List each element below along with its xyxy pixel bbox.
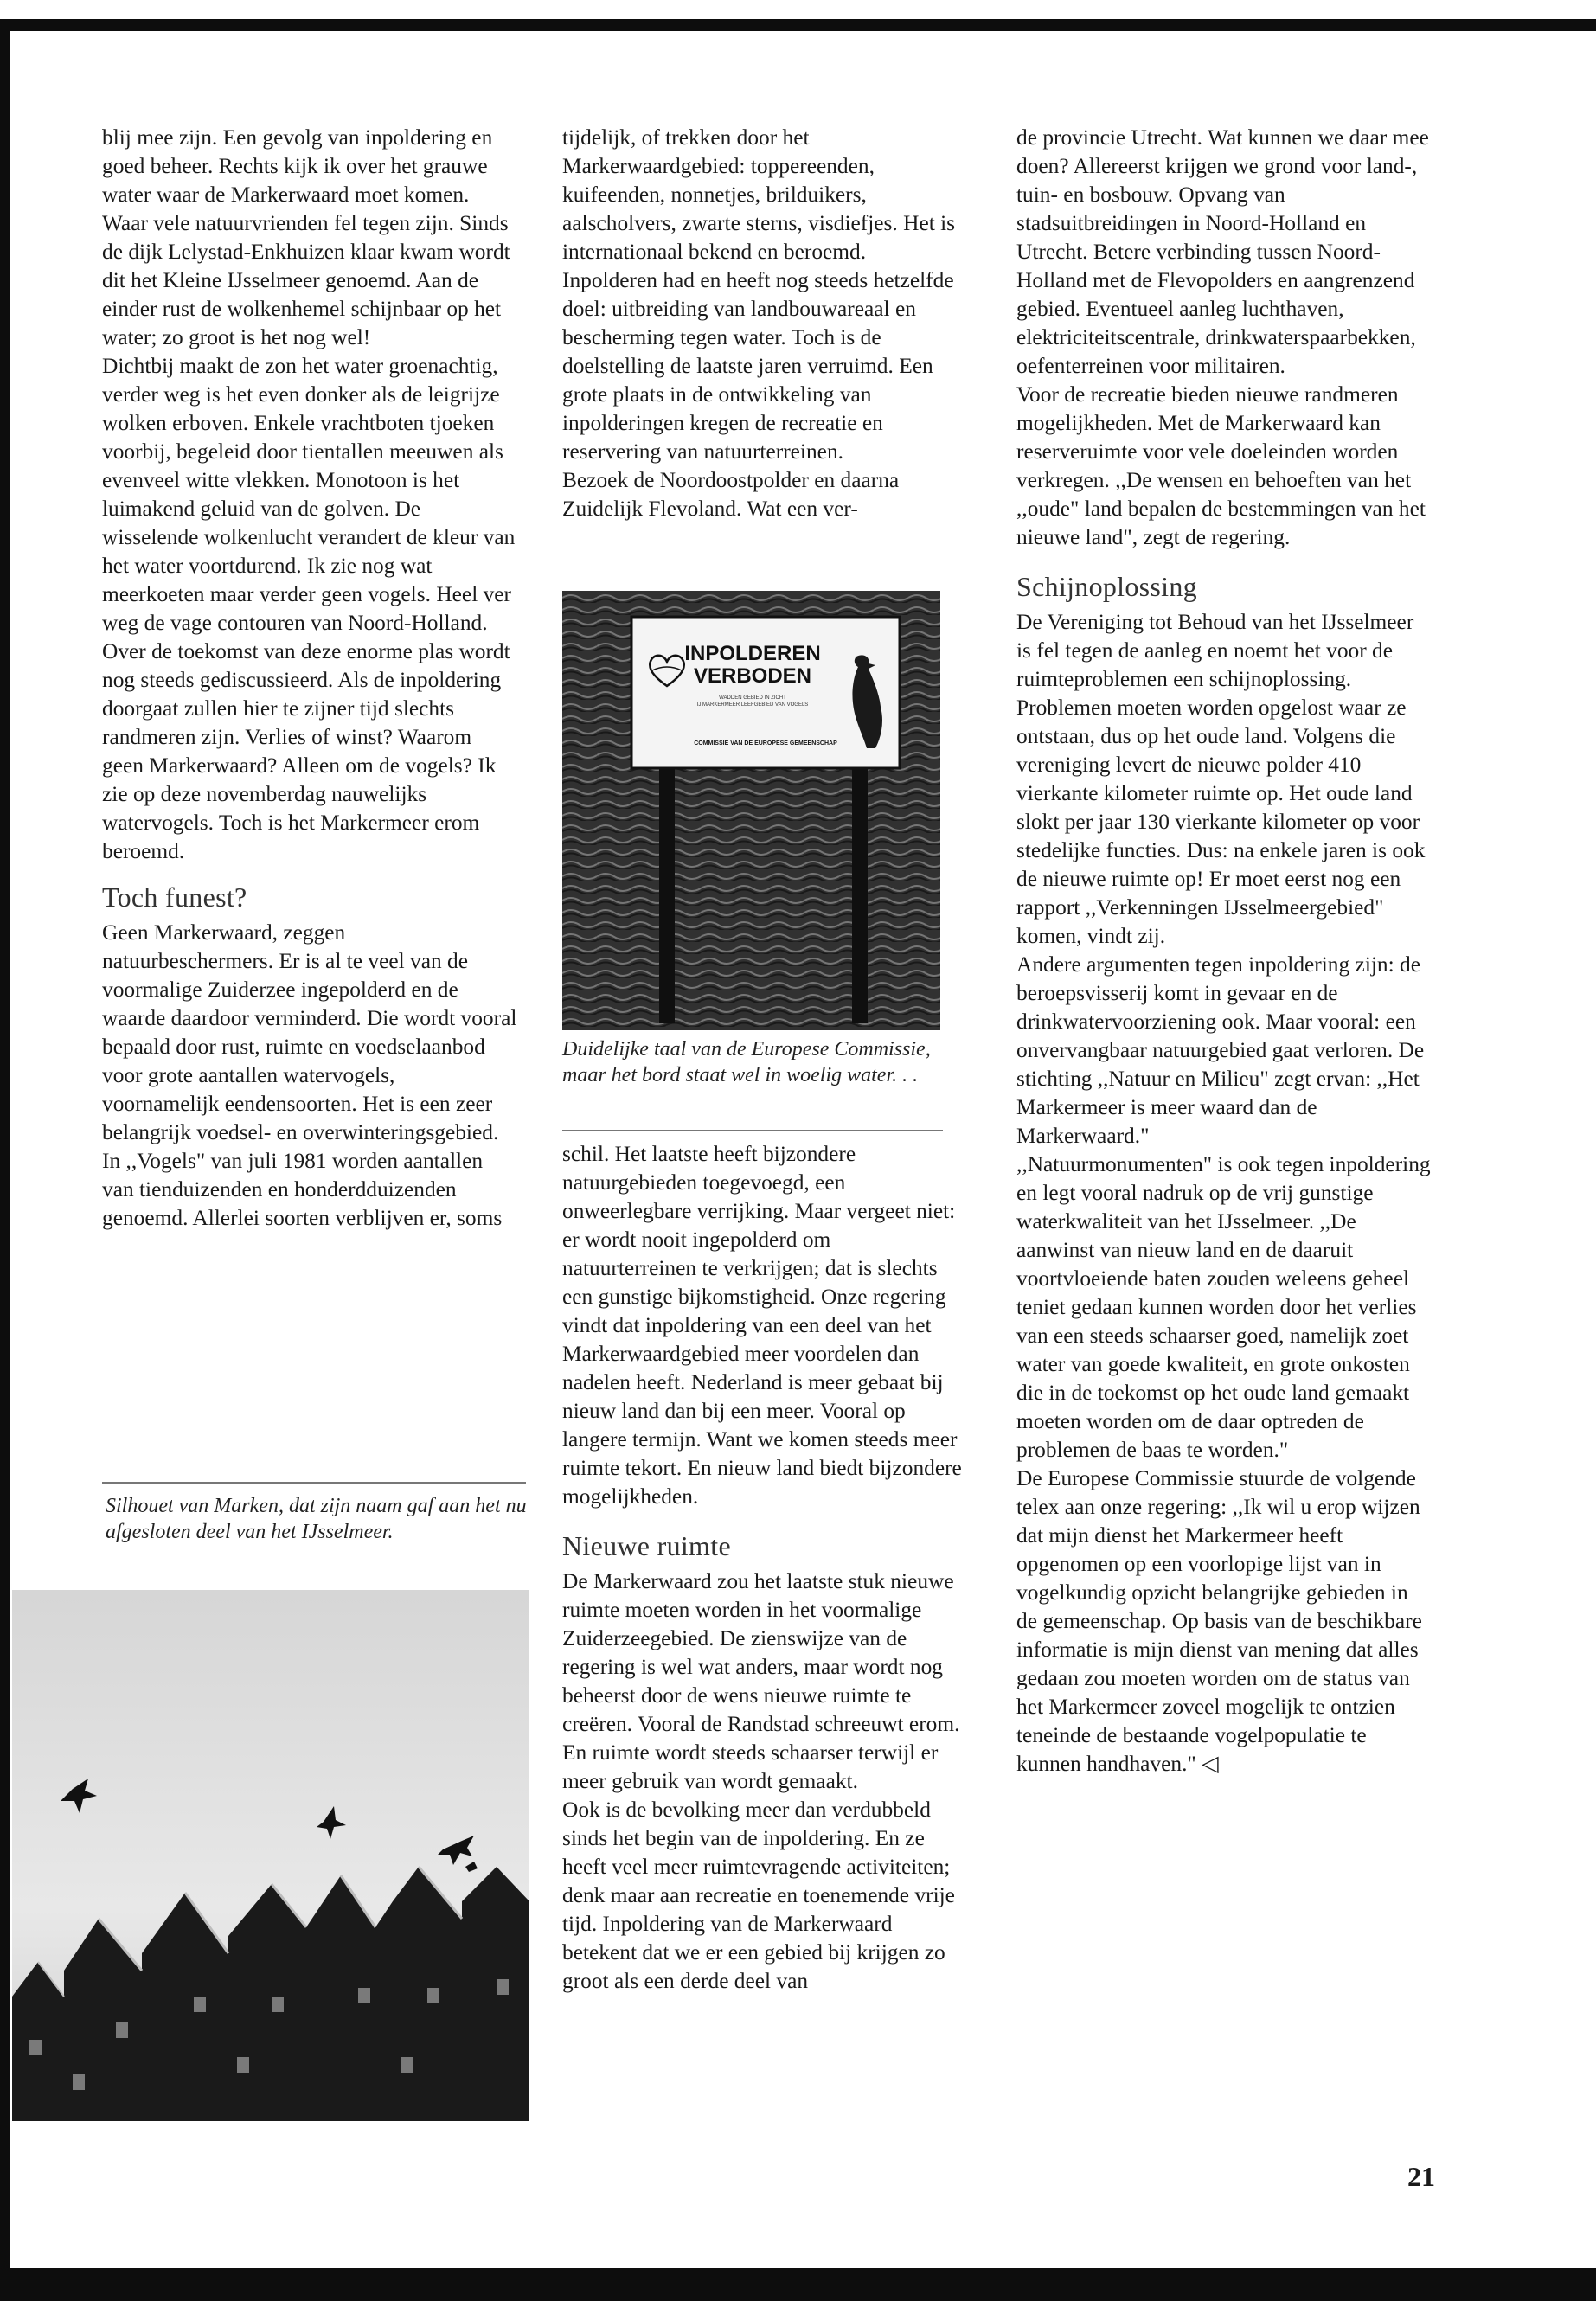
top-border-bar (0, 19, 1596, 31)
paragraph: Ook is de bevolking meer dan verdubbeld sinds het begin van de inpoldering. En ze heeft veel meer ruimtevragende activiteiten; denk maar aan recreatie en toenemende vrije tijd. Inpoldering van de Markerwaard betekent dat we er een gebied bij krijgen zo groot als een derde deel van (562, 1798, 955, 1993)
page-number: 21 (1407, 2161, 1435, 2192)
section-heading-schijnoplossing: Schijnoplossing (1016, 571, 1197, 602)
left-border-bar (0, 31, 10, 2268)
column-2-continued (562, 1140, 969, 1996)
top-edge (0, 0, 1596, 31)
sign-footer: COMMISSIE VAN DE EUROPESE GEMEENSCHAP (694, 740, 837, 747)
paragraph: Bezoek de Noordoostpolder en daarna Zuidelijk Flevoland. Wat een ver- (562, 468, 900, 521)
column-2 (562, 124, 969, 523)
section-heading-toch-funest: Toch funest? (102, 881, 247, 913)
paragraph: schil. Het laatste heeft bijzondere natuurgebieden toegevoegd, een onweerlegbare verrijking. Maar vergeet niet: er wordt nooit ingepolderd om natuurterreinen te verkrijgen; dat is slechts een gunstige bijkomstigheid. Onze regering vindt dat inpoldering van een deel van het Markerwaardgebied meer voordelen dan nadelen heeft. Nederland is meer gebaat bij nieuw land dan bij een meer. Vooral op langere termijn. Want we komen steeds meer ruimte tekort. En nieuw land biedt bijzondere mogelijkheden. (562, 1142, 962, 1509)
paragraph: De Markerwaard zou het laatste stuk nieuwe ruimte moeten worden in het voormalige Zuiderzeegebied. De zienswijze van de regering is wel wat anders, maar wordt nog beheerst door de wens nieuwe ruimte te creëren. Vooral de Randstad schreeuwt erom. En ruimte wordt steeds schaarser terwijl er meer gebruik van wordt gemaakt. (562, 1569, 960, 1793)
sign-heading (675, 643, 830, 688)
photo-caption-marken: Silhouet van Marken, dat zijn naam gaf aan het nu afgesloten deel van het IJsselmeer. (106, 1495, 527, 1543)
sign-small-line-1: WADDEN GEBIED IN ZICHT (719, 695, 786, 701)
paragraph: De Europese Commissie stuurde de volgende telex aan onze regering: ,,Ik wil u erop wijzen dat mijn dienst het Markermeer heeft opgenomen op een voorlopige lijst van in vogelkundig opzicht belangrijke gebieden in de gemeenschap. Op basis van de beschikbare informatie is mijn dienst van mening dat alles gedaan zou moeten worden om de status van het Markermeer zoveel mogelijk te ontzien teneinde de bestaande vogelpopulatie te kunnen handhaven." ◁ (1016, 1466, 1422, 1776)
photo-marken-silhouette (12, 1590, 529, 2121)
paragraph: Inpolderen had en heeft nog steeds hetzelfde doel: uitbreiding van landbouwareaal en bescherming tegen water. Toch is de doelstelling de laatste jaren verruimd. Een grote plaats in de ontwikkeling van inpolderingen kregen de recreatie en reservering van natuurterreinen. (562, 268, 954, 464)
paragraph: De Vereniging tot Behoud van het IJsselmeer is fel tegen de aanleg en noemt het voor de ruimteproblemen een schijnoplossing. Problemen moeten worden opgelost waar ze ontstaan, dus op het oude land. Volgens die vereniging levert de nieuwe polder 410 vierkante kilometer ruimte op. Het oude land slokt per jaar 130 vierkante kilometer op voor stedelijke functies. Dus: na enkele jaren is ook de nieuwe ruimte op! Er moet eerst nog een rapport ,,Verkenningen IJsselmeergebied" komen, vindt zij. (1016, 610, 1426, 948)
paragraph: ,,Natuurmonumenten" is ook tegen inpoldering en legt vooral nadruk op de vrij gunstige waterkwaliteit van het IJsselmeer. ,,De aanwinst van nieuw land en de daaruit voortvloeiende baten zouden weleens geheel teniet gedaan kunnen worden door het verlies van een steeds schaarser goed, namelijk zoet water van goede kwaliteit, en grote onkosten die in de toekomst op het oude land gemaakt moeten worden om de daar optreden de problemen de baas te worden." (1016, 1152, 1431, 1462)
paragraph: Dichtbij maakt de zon het water groenachtig, verder weg is het even donker als de leigrijze wolken erboven. Enkele vrachtboten tjoeken voorbij, begeleid door tientallen meeuwen als evenveel witte vlekken. Monotoon is het luimakend geluid van de golven. De wisselende wolkenlucht verandert de kleur van het water voortdurend. Ik zie nog wat meerkoeten maar verder geen vogels. Heel ver weg de vage contouren van Noord-Holland. (102, 354, 516, 635)
paragraph: Geen Markerwaard, zeggen natuurbeschermers. Er is al te veel van de voormalige Zuiderzee ingepolderd en de waarde daardoor verminderd. Die wordt vooral bepaald door rust, ruimte en voedselaanbod voor grote aantallen watervogels, voornamelijk eendensoorten. Het is een zeer belangrijk voedsel- en overwinteringsgebied. In ,,Vogels" van juli 1981 worden aantallen van tienduizenden en honderdduizenden genoemd. Allerlei soorten verblijven er, soms (102, 920, 517, 1230)
paragraph: Andere argumenten tegen inpoldering zijn: de beroepsvisserij komt in gevaar en de drinkwatervoorziening ook. Maar vooral: een onvervangbaar natuurgebied gaat verloren. De stichting ,,Natuur en Milieu" zegt ervan: ,,Het Markermeer is meer waard dan de Markerwaard." (1016, 952, 1425, 1148)
section-heading-nieuwe-ruimte: Nieuwe ruimte (562, 1530, 731, 1561)
heart-logo-icon (645, 651, 689, 689)
caption-rule (562, 1130, 943, 1131)
sign-line-1: INPOLDEREN (684, 642, 821, 665)
caption-rule (102, 1482, 526, 1484)
paragraph: de provincie Utrecht. Wat kunnen we daar mee doen? Allereerst krijgen we grond voor land-, tuin- en bosbouw. Opvang van stadsuitbreidingen in Noord-Holland en Utrecht. Betere verbinding tussen Noord-Holland met de Flevopolders en aangrenzend gebied. Eventueel aanleg luchthaven, elektriciteitscentrale, drinkwaterspaarbekken, oefenterreinen voor militairen. (1016, 125, 1429, 378)
bottom-border-bar (0, 2268, 1596, 2301)
column-1 (102, 124, 517, 1233)
photo-inpolderen-verboden-sign (562, 591, 940, 1030)
photo-caption-sign: Duidelijke taal van de Europese Commissie, maar het bord staat wel in woelig water. . . (562, 1038, 931, 1086)
sign-small-text (666, 695, 839, 708)
marken-silhouette-image (12, 1590, 529, 2121)
column-3 (1016, 124, 1432, 1779)
paragraph: blij mee zijn. Een gevolg van inpoldering en goed beheer. Rechts kijk ik over het grauwe water waar de Markerwaard moet komen. Waar vele natuurvrienden fel tegen zijn. Sinds de dijk Lelystad-Enkhuizen klaar kwam wordt dit het Kleine IJsselmeer genoemd. Aan de einder rust de wolkenhemel schijnbaar op het water; zo groot is het nog wel! (102, 125, 510, 349)
paragraph: Voor de recreatie bieden nieuwe randmeren mogelijkheden. Met de Markerwaard kan reserveruimte voor vele doeleinden worden verkregen. ,,De wensen en behoeften van het ,,oude" land bepalen de bestemmingen van het nieuwe land", zegt de regering. (1016, 382, 1426, 549)
paragraph: Over de toekomst van deze enorme plas wordt nog steeds gediscussieerd. Als de inpoldering doorgaat zullen hier te zijner tijd slechts randmeren zijn. Verlies of winst? Waarom geen Markerwaard? Alleen om de vogels? Ik zie op deze novemberdag nauwelijks watervogels. Toch is het Markermeer erom beroemd. (102, 639, 510, 863)
paragraph: tijdelijk, of trekken door het Markerwaardgebied: toppereenden, kuifeenden, nonnetjes, brilduikers, aalscholvers, zwarte sterns, visdiefjes. Het is internationaal bekend en beroemd. (562, 125, 956, 264)
cormorant-bird-icon (837, 651, 893, 751)
sign-line-2: VERBODEN (693, 664, 812, 688)
sign-small-line-2: IJ MARKERMEER LEEFGEBIED VAN VOGELS (696, 702, 809, 708)
